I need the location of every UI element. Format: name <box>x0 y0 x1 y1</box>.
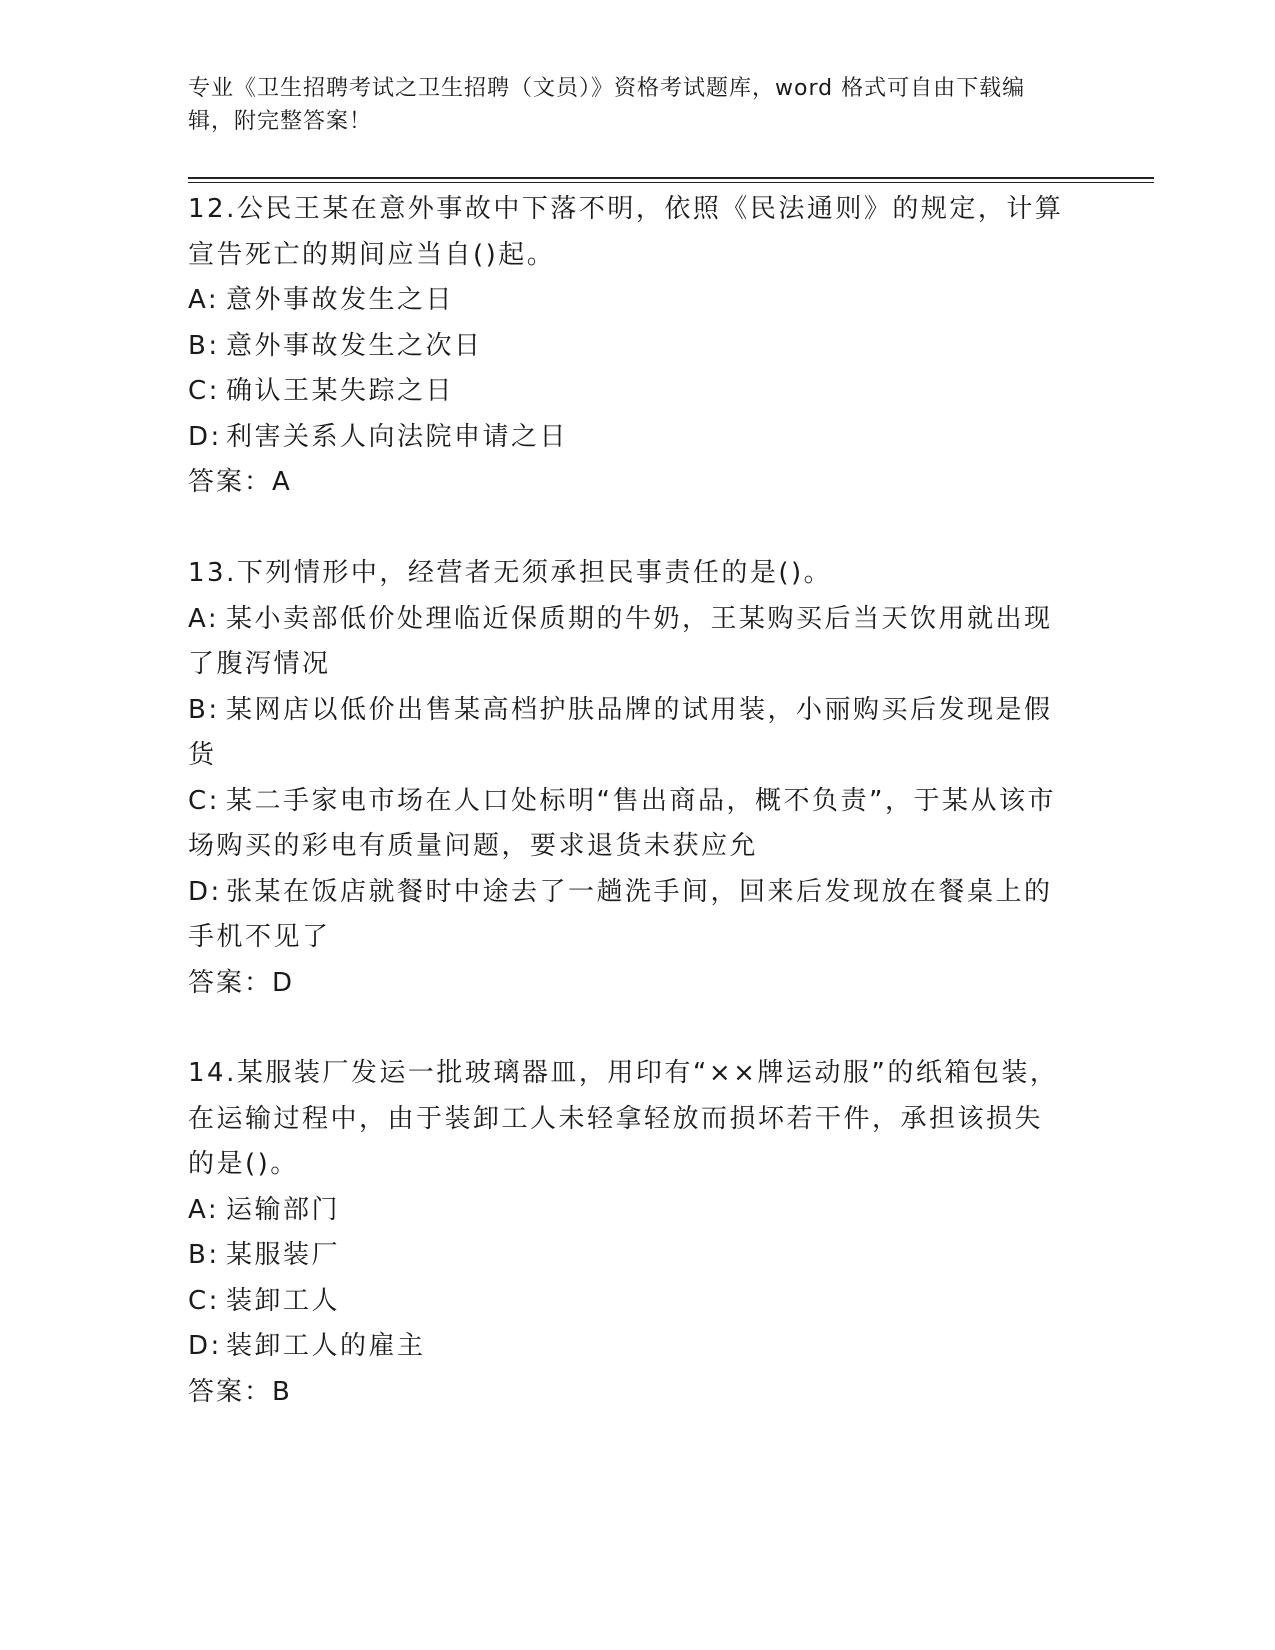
option-text: 利害关系人向法院申请之日 <box>226 421 569 452</box>
option-letter: C: <box>188 376 220 406</box>
option-text: 张某在饭店就餐时中途去了一趟洗手间，回来后发现放在餐桌上的手机不见了 <box>188 876 1053 952</box>
question-stem: 12.公民王某在意外事故中下落不明，依照《民法通则》的规定，计算宣告死亡的期间应当自()起。 <box>188 194 1064 270</box>
header-divider-thick <box>188 177 1154 179</box>
option-b <box>188 324 1068 370</box>
option-d <box>188 415 1068 461</box>
question-stem: 13.下列情形中，经营者无须承担民事责任的是()。 <box>188 558 833 588</box>
option-d <box>188 870 1068 961</box>
question-14 <box>188 1051 1068 1415</box>
option-text: 意外事故发生之日 <box>226 285 455 315</box>
option-b <box>188 688 1068 779</box>
option-a <box>188 597 1068 688</box>
option-letter: A: <box>188 285 220 315</box>
question-13 <box>188 551 1068 1006</box>
option-text: 确认王某失踪之日 <box>226 376 455 406</box>
option-a <box>188 1188 1068 1234</box>
option-b <box>188 1233 1068 1279</box>
option-c <box>188 369 1068 415</box>
option-text: 某小卖部低价处理临近保质期的牛奶，王某购买后当天饮用就出现了腹泻情况 <box>188 603 1053 679</box>
option-letter: A: <box>188 1194 220 1225</box>
option-text: 某服装厂 <box>226 1240 341 1270</box>
option-text: 装卸工人 <box>226 1285 341 1316</box>
option-letter: B: <box>188 330 220 361</box>
option-letter: A: <box>188 603 220 634</box>
option-letter: D: <box>188 876 222 907</box>
option-c <box>188 1279 1068 1325</box>
option-letter: C: <box>188 1285 220 1316</box>
option-letter: D: <box>188 1331 222 1361</box>
option-letter: B: <box>188 694 220 725</box>
option-letter: B: <box>188 1240 220 1270</box>
document-intro: 专业《卫生招聘考试之卫生招聘（文员）》资格考试题库，word 格式可自由下载编辑，附完整答案！ <box>188 76 1026 134</box>
option-a <box>188 278 1068 324</box>
option-text: 某网店以低价出售某高档护肤品牌的试用装，小丽购买后发现是假货 <box>188 694 1053 770</box>
option-d <box>188 1324 1068 1370</box>
option-text: 意外事故发生之次日 <box>226 330 483 361</box>
option-text: 装卸工人的雇主 <box>226 1331 426 1361</box>
option-text: 运输部门 <box>226 1194 341 1225</box>
option-letter: C: <box>188 785 220 816</box>
question-stem: 14.某服装厂发运一批玻璃器皿，用印有“××牌运动服”的纸箱包装，在运输过程中，由于装卸工人未轻拿轻放而损坏若干件，承担该损失的是()。 <box>188 1058 1059 1179</box>
answer-line: 答案：A <box>188 467 292 497</box>
answer-line: 答案：B <box>188 1376 292 1407</box>
option-letter: D: <box>188 421 222 452</box>
option-text: 某二手家电市场在人口处标明“售出商品，概不负责”，于某从该市场购买的彩电有质量问题，要求退货未获应允 <box>188 785 1056 861</box>
answer-line: 答案：D <box>188 967 295 998</box>
header-divider-thin <box>188 182 1154 183</box>
option-c <box>188 779 1068 870</box>
question-12 <box>188 187 1068 506</box>
